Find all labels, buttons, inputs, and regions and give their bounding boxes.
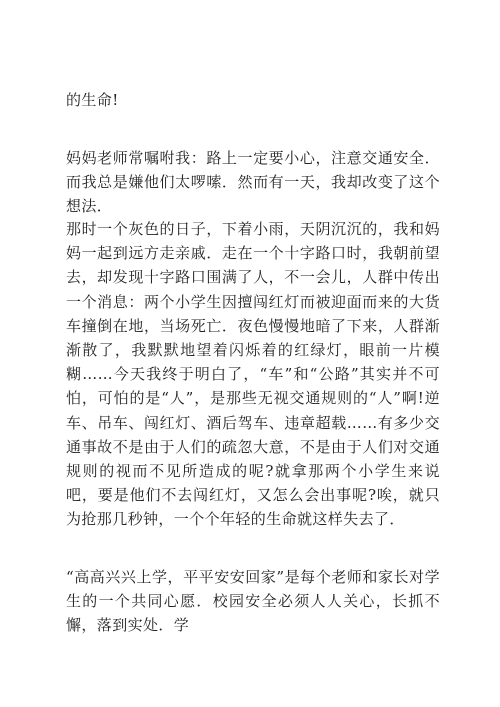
paragraph-3: 那时一个灰色的日子，下着小雨，天阴沉沉的，我和妈妈一起到远方走亲戚．走在一个十字路口时，我朝前望去，却发现十字路口围满了人，不一会儿，人群中传出一个消息：两个小学生因擅闯红灯而被迎面而来的大货车撞倒在地，当场死亡．夜色慢慢地暗了下来，人群渐渐散了，我默默地望着闪烁着的红绿灯，眼前一片模糊……今天我终于明白了，“车”和“公路”其实并不可怕，可怕的是“人”，是那些无视交通规则的“人”啊!逆车、吊车、闯红灯、酒后驾车、违章超载……有多少交通事故不是由于人们的疏忽大意，不是由于人们对交通规则的视而不见所造成的呢?就拿那两个小学生来说吧，要是他们不去闯红灯，又怎么会出事呢?唉，就只为抢那几秒钟，一个个年轻的生命就这样失去了．	[66, 220, 440, 529]
paragraph-4: “高高兴兴上学，平平安安回家”是每个老师和家长对学生的一个共同心愿．校园安全必须人人关心，长抓不懈，落到实处．学	[66, 568, 440, 635]
paragraph-1: 的生命!	[66, 91, 119, 109]
paragraph-2: 妈妈老师常嘱咐我：路上一定要小心，注意交通安全．而我总是嫌他们太啰嗦．然而有一天，我却改变了这个想法．	[66, 149, 440, 216]
